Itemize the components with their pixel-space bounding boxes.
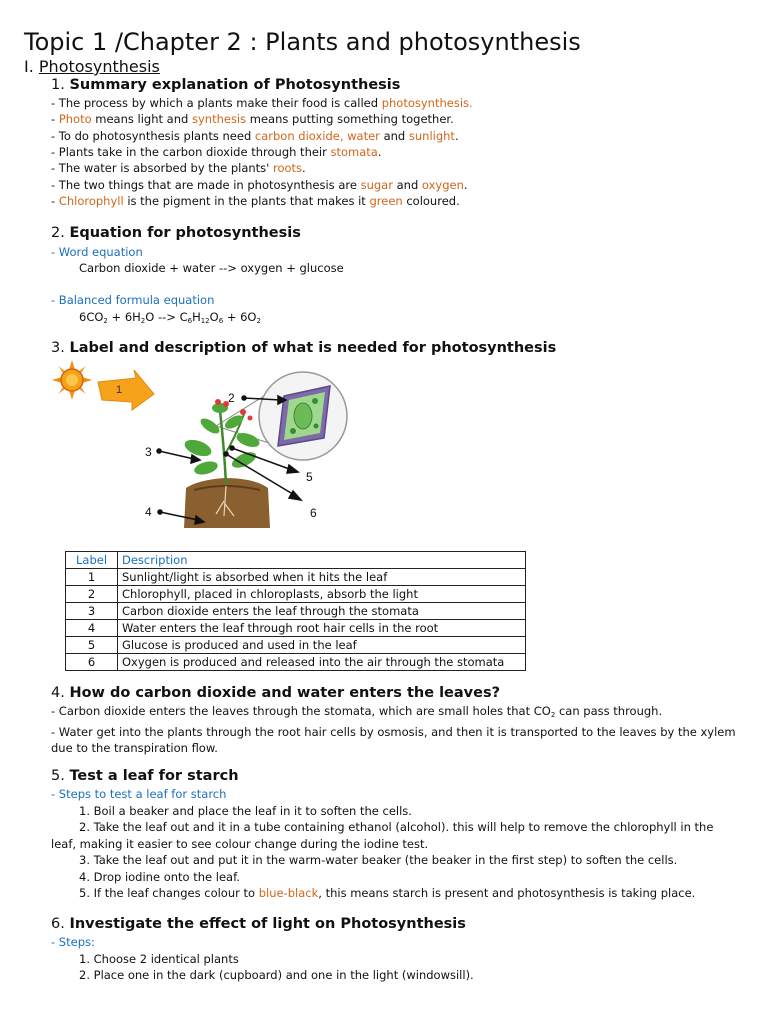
starch-step: 2. Take the leaf out and it in a tube containing ethanol (alcohol). this will help to remove the chlorophyll in the leaf, making it easier to see colour change during the iodine test.	[51, 820, 714, 851]
diagram-label-6: 6	[310, 506, 317, 520]
enter-body	[51, 703, 741, 757]
starch-step: 5. If the leaf changes colour to blue-black, this means starch is present and photosynthesis is taking place.	[79, 886, 696, 900]
table-row: 5 Glucose is produced and used in the leaf	[66, 637, 526, 654]
starch-step: 4. Drop iodine onto the leaf.	[79, 869, 240, 884]
light-steps-label: - Steps:	[51, 935, 95, 949]
light-body	[51, 934, 741, 984]
table-row: 6 Oxygen is produced and released into the air through the stomata	[66, 654, 526, 671]
enter-line-2: - Water get into the plants through the root hair cells by osmosis, and then it is transported to the leaves by the xylem due to the transpiration flow.	[51, 724, 736, 755]
starch-heading: 5. Test a leaf for starch	[51, 768, 239, 784]
section-heading-photosynthesis: I. Photosynthesis	[24, 57, 160, 76]
summary-line: - Plants take in the carbon dioxide through their stomata.	[51, 145, 382, 159]
starch-body	[51, 786, 741, 902]
summary-line: - To do photosynthesis plants need carbon dioxide, water and sunlight.	[51, 129, 459, 143]
enter-line-1: - Carbon dioxide enters the leaves through the stomata, which are small holes that $CO_2$ can pass through.	[51, 704, 663, 719]
plant-icon	[182, 399, 261, 484]
page-title: Topic 1 /Chapter 2 : Plants and photosynthesis	[24, 28, 581, 56]
diagram-label-1: 1	[116, 384, 123, 396]
summary-line: - The two things that are made in photosynthesis are sugar and oxygen.	[51, 178, 468, 192]
summary-line: - Chlorophyll is the pigment in the plants that makes it green coloured.	[51, 194, 460, 208]
table-header-row	[66, 552, 526, 569]
leaf-cell-zoom-icon	[259, 372, 347, 460]
enter-heading: 4. How do carbon dioxide and water enters the leaves?	[51, 685, 501, 701]
light-heading: 6. Investigate the effect of light on Photosynthesis	[51, 916, 466, 932]
label-description-table	[65, 551, 526, 671]
table-header-description: Description	[118, 552, 526, 569]
photosynthesis-diagram	[48, 356, 368, 536]
word-equation-label: - Word equation	[51, 245, 143, 259]
starch-steps-label: - Steps to test a leaf for starch	[51, 787, 227, 801]
table-row: 1 Sunlight/light is absorbed when it hits the leaf	[66, 569, 526, 586]
starch-step: 3. Take the leaf out and put it in the warm-water beaker (the beaker in the first step) to soften the cells.	[79, 853, 678, 867]
diagram-label-2: 2	[228, 391, 235, 405]
section-heading-label: Photosynthesis	[38, 57, 160, 76]
summary-line: - The process by which a plants make their food is called photosynthesis.	[51, 96, 473, 110]
table-row: 4 Water enters the leaf through root hair cells in the root	[66, 620, 526, 637]
light-step: 1. Choose 2 identical plants	[79, 951, 239, 966]
sun-icon	[52, 360, 92, 400]
table-row: 2 Chlorophyll, placed in chloroplasts, absorb the light	[66, 586, 526, 603]
equation-heading: 2. Equation for photosynthesis	[51, 225, 301, 241]
diagram-label-4: 4	[145, 505, 152, 519]
balanced-equation-label: - Balanced formula equation	[51, 293, 215, 307]
table-row: 3 Carbon dioxide enters the leaf through the stomata	[66, 603, 526, 620]
summary-line: - Photo means light and synthesis means putting something together.	[51, 112, 454, 126]
label-heading: 3. Label and description of what is needed for photosynthesis	[51, 340, 557, 356]
summary-line: - The water is absorbed by the plants' roots.	[51, 161, 306, 175]
light-step: 2. Place one in the dark (cupboard) and one in the light (windowsill).	[79, 968, 474, 982]
diagram-label-3: 3	[145, 445, 152, 459]
arrow-1-icon	[98, 370, 154, 410]
table-header-label: Label	[66, 552, 118, 569]
summary-heading: 1. Summary explanation of Photosynthesis	[51, 77, 401, 93]
balanced-equation: $6CO_2 + 6H_2O$ --> $C_6H_{12}O_6 + 6O_2$	[79, 310, 261, 325]
diagram-label-5: 5	[306, 470, 313, 484]
word-equation: Carbon dioxide + water --> oxygen + glucose	[79, 261, 344, 275]
starch-step: 1. Boil a beaker and place the leaf in it to soften the cells.	[79, 803, 412, 818]
